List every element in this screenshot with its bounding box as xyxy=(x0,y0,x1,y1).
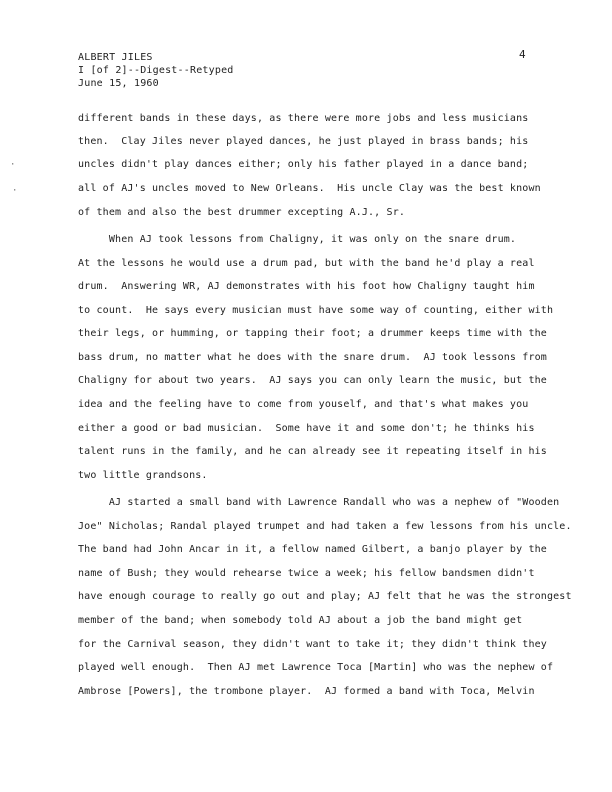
text-line: different bands in these days, as there were more jobs and less musicians xyxy=(78,113,529,124)
text-line: talent runs in the family, and he can already see it repeating itself in his xyxy=(78,446,547,457)
text-line: either a good or bad musician. Some have it and some don't; he thinks his xyxy=(78,423,535,434)
text-line: Ambrose [Powers], the trombone player. AJ formed a band with Toca, Melvin xyxy=(78,686,535,697)
text-line: then. Clay Jiles never played dances, he just played in brass bands; his xyxy=(78,136,529,147)
text-line: all of AJ's uncles moved to New Orleans. His uncle Clay was the best known xyxy=(78,183,541,194)
text-line: played well enough. Then AJ met Lawrence Toca [Martin] who was the nephew of xyxy=(78,662,554,673)
header-date: June 15, 1960 xyxy=(78,78,159,89)
text-line: The band had John Ancar in it, a fellow named Gilbert, a banjo player by the xyxy=(78,544,547,555)
text-line: drum. Answering WR, AJ demonstrates with his foot how Chaligny taught him xyxy=(78,281,535,292)
text-line: to count. He says every musician must have some way of counting, either with xyxy=(78,305,554,316)
text-line: Chaligny for about two years. AJ says you can only learn the music, but the xyxy=(78,375,547,386)
text-line: of them and also the best drummer excepting A.J., Sr. xyxy=(78,207,406,218)
text-line: have enough courage to really go out and play; AJ felt that he was the strongest xyxy=(78,591,572,602)
header-name: ALBERT JILES xyxy=(78,52,153,63)
header-reel: I [of 2]--Digest--Retyped xyxy=(78,65,234,76)
text-line: two little grandsons. xyxy=(78,470,208,481)
text-line: for the Carnival season, they didn't want to take it; they didn't think they xyxy=(78,639,547,650)
text-line: uncles didn't play dances either; only his father played in a dance band; xyxy=(78,159,529,170)
margin-mark: · xyxy=(12,186,18,196)
page-number: 4 xyxy=(519,48,526,61)
text-line: At the lessons he would use a drum pad, but with the band he'd play a real xyxy=(78,258,535,269)
text-line: bass drum, no matter what he does with the snare drum. AJ took lessons from xyxy=(78,352,547,363)
text-line: their legs, or humming, or tapping their foot; a drummer keeps time with the xyxy=(78,328,547,339)
text-line: When AJ took lessons from Chaligny, it was only on the snare drum. xyxy=(78,234,517,245)
text-line: AJ started a small band with Lawrence Randall who was a nephew of "Wooden xyxy=(78,497,560,508)
text-line: member of the band; when somebody told AJ about a job the band might get xyxy=(78,615,523,626)
text-line: idea and the feeling have to come from youself, and that's what makes you xyxy=(78,399,529,410)
margin-mark: · xyxy=(10,160,16,170)
text-line: name of Bush; they would rehearse twice a week; his fellow bandsmen didn't xyxy=(78,568,535,579)
text-line: Joe" Nicholas; Randal played trumpet and had taken a few lessons from his uncle. xyxy=(78,521,572,532)
